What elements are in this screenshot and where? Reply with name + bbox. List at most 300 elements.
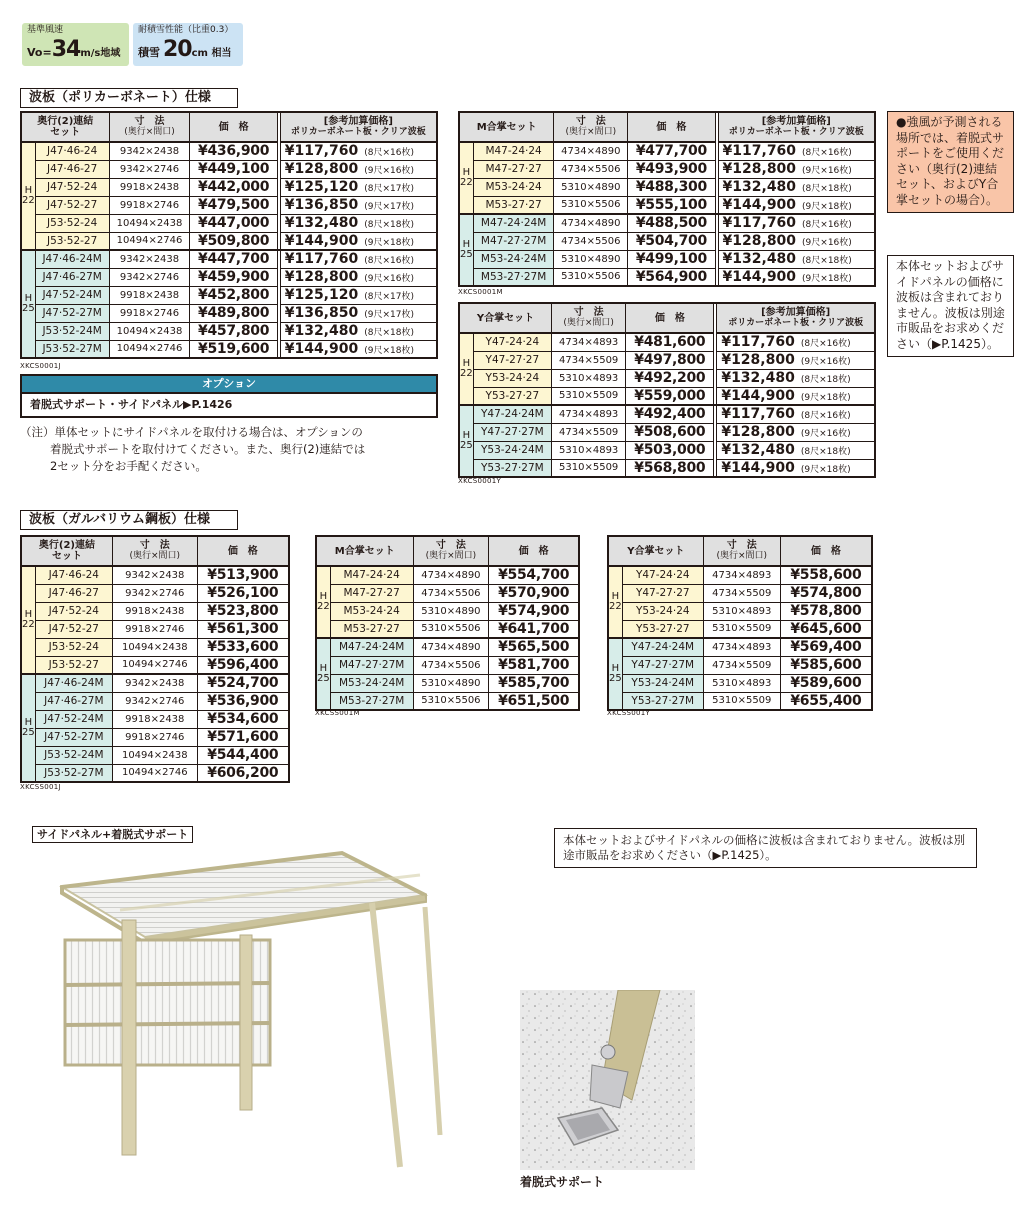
table-row <box>21 620 289 638</box>
model-code: J53·52-24M <box>35 322 109 340</box>
table-row <box>21 142 437 160</box>
table-row <box>608 566 872 584</box>
price: ¥488,300 <box>628 178 715 196</box>
table-row <box>459 214 875 232</box>
price-column-header: 価 格 <box>190 112 277 142</box>
model-code: J53·52-24M <box>35 746 112 764</box>
detachable-support-photo <box>520 990 695 1170</box>
height-group-label: H 22 <box>21 566 35 674</box>
option-link[interactable]: 着脱式サポート・サイドパネル▶P.1426 <box>30 398 233 411</box>
reference-price: ¥128,800 (9尺×16枚) <box>717 351 875 369</box>
option-box <box>20 374 438 418</box>
model-code: J47·52-27 <box>35 196 109 214</box>
dimension: 5310×4890 <box>554 178 628 196</box>
price: ¥655,400 <box>780 692 872 710</box>
price: ¥524,700 <box>197 674 289 692</box>
table-row <box>459 423 875 441</box>
galv-m-code: XKCSS001M <box>315 709 360 717</box>
table-row <box>459 232 875 250</box>
dimension: 4734×5509 <box>703 584 780 602</box>
model-code: J47·46-24 <box>35 142 109 160</box>
dimension: 4734×5506 <box>554 160 628 178</box>
price: ¥574,900 <box>489 602 579 620</box>
reference-price: ¥144,900 (9尺×18枚) <box>280 340 437 358</box>
model-code: J53·52-27M <box>35 340 109 358</box>
wind-speed-badge <box>22 23 129 66</box>
price: ¥513,900 <box>197 566 289 584</box>
price: ¥641,700 <box>489 620 579 638</box>
table-row <box>459 369 875 387</box>
reference-price: ¥117,760 (8尺×16枚) <box>718 214 875 232</box>
dimension: 9342×2746 <box>109 160 190 178</box>
dimension: 9342×2438 <box>109 142 190 160</box>
table-row <box>459 250 875 268</box>
table-row <box>21 746 289 764</box>
model-code: Y47-24·24M <box>473 405 551 423</box>
dimension: 4734×5506 <box>413 584 489 602</box>
dimension: 5310×4890 <box>413 602 489 620</box>
height-group-label: H 25 <box>21 674 35 782</box>
dimension: 9918×2438 <box>112 602 197 620</box>
table-row <box>608 638 872 656</box>
model-code: M47-24·24 <box>473 142 554 160</box>
reference-price: ¥128,800 (9尺×16枚) <box>280 160 437 178</box>
dimension: 9342×2746 <box>112 692 197 710</box>
dimension: 4734×4890 <box>554 142 628 160</box>
price: ¥436,900 <box>190 142 277 160</box>
table-row <box>21 728 289 746</box>
price: ¥447,000 <box>190 214 277 232</box>
price: ¥571,600 <box>197 728 289 746</box>
price-column-header: 価 格 <box>197 536 289 566</box>
price-column-header: 価 格 <box>780 536 872 566</box>
model-code: M53-24·24M <box>330 674 413 692</box>
dimension-column-header: 寸 法 (奥行×間口) <box>703 536 780 566</box>
reference-price: ¥128,800 (9尺×16枚) <box>718 232 875 250</box>
model-code: J53·52-27 <box>35 656 112 674</box>
price: ¥508,600 <box>626 423 714 441</box>
height-group-label: H 25 <box>608 638 622 710</box>
price-column-header: 価 格 <box>626 303 714 333</box>
model-code: Y47-24·24 <box>473 333 551 351</box>
dimension: 5310×4893 <box>552 441 626 459</box>
reference-price: ¥132,480 (8尺×18枚) <box>280 322 437 340</box>
dimension: 9342×2746 <box>112 584 197 602</box>
model-code: J47·46-27 <box>35 584 112 602</box>
model-code: M53-27·27M <box>330 692 413 710</box>
price: ¥499,100 <box>628 250 715 268</box>
reference-price: ¥144,900 (9尺×18枚) <box>718 196 875 214</box>
price: ¥477,700 <box>628 142 715 160</box>
price: ¥559,000 <box>626 387 714 405</box>
set-column-header: Y合掌セット <box>608 536 703 566</box>
table-row <box>316 656 579 674</box>
dimension: 10494×2438 <box>109 322 190 340</box>
dimension: 4734×5509 <box>552 423 626 441</box>
dimension: 5310×4890 <box>413 674 489 692</box>
model-code: M53-27·27 <box>330 620 413 638</box>
price: ¥457,800 <box>190 322 277 340</box>
price: ¥519,600 <box>190 340 277 358</box>
table-row <box>21 566 289 584</box>
table-row <box>459 160 875 178</box>
wind-speed-label: 基準風速 <box>27 25 64 35</box>
model-code: J53·52-27M <box>35 764 112 782</box>
height-group-label: H 22 <box>316 566 330 638</box>
reference-price: ¥117,760 (8尺×16枚) <box>280 250 437 268</box>
table-row <box>459 178 875 196</box>
dimension: 10494×2746 <box>109 340 190 358</box>
table-row <box>21 692 289 710</box>
reference-price: ¥132,480 (8尺×18枚) <box>717 369 875 387</box>
table-row <box>21 602 289 620</box>
price: ¥568,800 <box>626 459 714 477</box>
model-code: M47-27·27 <box>473 160 554 178</box>
model-code: Y53-27·27M <box>473 459 551 477</box>
table-row <box>21 286 437 304</box>
height-group-label: H 25 <box>459 214 473 286</box>
table-row <box>316 674 579 692</box>
model-code: J47·52-24 <box>35 602 112 620</box>
dimension: 4734×4893 <box>552 333 626 351</box>
price: ¥651,500 <box>489 692 579 710</box>
price: ¥569,400 <box>780 638 872 656</box>
dimension: 9918×2746 <box>112 620 197 638</box>
price: ¥558,600 <box>780 566 872 584</box>
dimension-column-header: 寸 法 (奥行×間口) <box>552 303 626 333</box>
model-code: Y47-27·27 <box>622 584 703 602</box>
table-row <box>316 638 579 656</box>
price: ¥578,800 <box>780 602 872 620</box>
dimension: 9342×2438 <box>109 250 190 268</box>
reference-price: ¥128,800 (9尺×16枚) <box>717 423 875 441</box>
snow-value: 20 <box>163 37 192 62</box>
dimension: 10494×2746 <box>112 764 197 782</box>
table-row <box>459 441 875 459</box>
reference-price: ¥144,900 (9尺×18枚) <box>280 232 437 250</box>
price: ¥585,700 <box>489 674 579 692</box>
set-column-header: M合掌セット <box>316 536 413 566</box>
model-code: M53-27·27M <box>473 268 554 286</box>
dimension-column-header: 寸 法 (奥行×間口) <box>109 112 190 142</box>
table-row <box>316 602 579 620</box>
galv-j-table <box>20 535 290 783</box>
model-code: Y53-24·24 <box>473 369 551 387</box>
height-group-label: H 25 <box>459 405 473 477</box>
model-code: Y47-24·24 <box>622 566 703 584</box>
model-code: Y53-24·24M <box>473 441 551 459</box>
model-code: Y47-27·27 <box>473 351 551 369</box>
price: ¥544,400 <box>197 746 289 764</box>
carport-image <box>40 845 500 1185</box>
table-row <box>21 764 289 782</box>
dimension: 5310×4893 <box>703 674 780 692</box>
poly-y-table <box>458 302 876 478</box>
dimension: 4734×4890 <box>413 566 489 584</box>
strong-wind-warning: ●強風が予測される場所では、着脱式サポートをご使用ください（奥行(2)連結セット、およびY合掌セットの場合）。 <box>887 111 1014 213</box>
table-row <box>21 584 289 602</box>
model-code: J47·52-24M <box>35 286 109 304</box>
model-code: Y53-27·27 <box>473 387 551 405</box>
dimension-column-header: 寸 法 (奥行×間口) <box>112 536 197 566</box>
model-code: M53-27·27 <box>473 196 554 214</box>
snow-unit: cm 相当 <box>191 48 232 59</box>
price: ¥554,700 <box>489 566 579 584</box>
model-code: M53-24·24M <box>473 250 554 268</box>
table-row <box>459 196 875 214</box>
note-line-3: 2セット分をお手配ください。 <box>50 459 207 473</box>
reference-price: ¥125,120 (8尺×17枚) <box>280 286 437 304</box>
dimension: 9918×2438 <box>109 178 190 196</box>
galv-y-code: XKCSS001Y <box>607 709 651 717</box>
table-row <box>21 196 437 214</box>
table-row <box>21 250 437 268</box>
dimension: 10494×2438 <box>109 214 190 232</box>
price: ¥459,900 <box>190 268 277 286</box>
reference-price: ¥117,760 (8尺×16枚) <box>717 405 875 423</box>
reference-price: ¥132,480 (8尺×18枚) <box>718 250 875 268</box>
price: ¥574,800 <box>780 584 872 602</box>
model-code: Y47-24·24M <box>622 638 703 656</box>
dimension: 4734×4893 <box>703 566 780 584</box>
price: ¥534,600 <box>197 710 289 728</box>
dimension: 4734×4890 <box>554 214 628 232</box>
set-column-header: M合掌セット <box>459 112 554 142</box>
model-code: M47-27·27 <box>330 584 413 602</box>
table-row <box>316 584 579 602</box>
wind-value: 34 <box>51 37 81 62</box>
note-line-1: （注）単体セットにサイドパネルを取付ける場合は、オプションの <box>20 425 363 439</box>
galv-y-table <box>607 535 873 711</box>
height-group-label: H 25 <box>21 250 35 358</box>
table-row <box>21 232 437 250</box>
table-row <box>608 692 872 710</box>
galv-m-table <box>315 535 580 711</box>
model-code: M53-24·24 <box>330 602 413 620</box>
table-row <box>459 351 875 369</box>
poly-m-code: XKCS0001M <box>458 288 503 296</box>
price: ¥442,000 <box>190 178 277 196</box>
dimension: 10494×2746 <box>109 232 190 250</box>
dimension: 9918×2746 <box>109 304 190 322</box>
price: ¥561,300 <box>197 620 289 638</box>
table-row <box>459 387 875 405</box>
dimension: 9342×2438 <box>112 674 197 692</box>
reference-price: ¥117,760 (8尺×16枚) <box>717 333 875 351</box>
model-code: J47·46-27M <box>35 268 109 286</box>
reference-price-column-header: [参考加算価格] ポリカーボネート板・クリア波板 <box>280 112 437 142</box>
model-code: J53·52-24 <box>35 214 109 232</box>
model-code: M47-24·24M <box>473 214 554 232</box>
dimension: 10494×2438 <box>112 746 197 764</box>
model-code: Y53-27·27M <box>622 692 703 710</box>
model-code: J47·46-24M <box>35 250 109 268</box>
model-code: J47·52-24M <box>35 710 112 728</box>
height-group-label: H 22 <box>608 566 622 638</box>
dimension: 5310×4890 <box>554 250 628 268</box>
table-row <box>608 602 872 620</box>
dimension: 5310×5506 <box>413 692 489 710</box>
model-code: Y47-27·27M <box>473 423 551 441</box>
dimension: 9918×2746 <box>112 728 197 746</box>
price: ¥581,700 <box>489 656 579 674</box>
dimension-column-header: 寸 法 (奥行×間口) <box>413 536 489 566</box>
price: ¥447,700 <box>190 250 277 268</box>
price: ¥449,100 <box>190 160 277 178</box>
model-code: J47·52-27M <box>35 728 112 746</box>
poly-y-code: XKCS0001Y <box>458 477 502 485</box>
poly-m-table <box>458 111 876 287</box>
reference-price-column-header: [参考加算価格] ポリカーボネート板・クリア波板 <box>717 303 875 333</box>
height-group-label: H 22 <box>459 333 473 405</box>
height-group-label: H 22 <box>21 142 35 250</box>
table-row <box>21 322 437 340</box>
poly-section-title: 波板（ポリカーボネート）仕様 <box>20 88 238 108</box>
model-code: M47-27·27M <box>330 656 413 674</box>
model-code: M47-24·24 <box>330 566 413 584</box>
model-code: Y47-27·27M <box>622 656 703 674</box>
price: ¥492,200 <box>626 369 714 387</box>
dimension: 9342×2438 <box>112 566 197 584</box>
model-code: J47·46-27 <box>35 160 109 178</box>
dimension: 10494×2746 <box>112 656 197 674</box>
dimension: 10494×2438 <box>112 638 197 656</box>
table-row <box>608 584 872 602</box>
price: ¥570,900 <box>489 584 579 602</box>
reference-price: ¥144,900 (9尺×18枚) <box>717 459 875 477</box>
dimension: 4734×5506 <box>413 656 489 674</box>
table-row <box>21 340 437 358</box>
table-row <box>21 160 437 178</box>
dimension: 5310×5509 <box>703 620 780 638</box>
price: ¥645,600 <box>780 620 872 638</box>
model-code: J47·52-24 <box>35 178 109 196</box>
reference-price: ¥132,480 (8尺×18枚) <box>718 178 875 196</box>
poly-j-table <box>20 111 438 359</box>
price: ¥555,100 <box>628 196 715 214</box>
model-code: J53·52-27 <box>35 232 109 250</box>
detachable-support-caption: 着脱式サポート <box>520 1175 605 1189</box>
model-code: J47·46-27M <box>35 692 112 710</box>
reference-price: ¥117,760 (8尺×16枚) <box>718 142 875 160</box>
price: ¥564,900 <box>628 268 715 286</box>
dimension-column-header: 寸 法 (奥行×間口) <box>554 112 628 142</box>
model-code: J53·52-24 <box>35 638 112 656</box>
model-code: Y53-24·24M <box>622 674 703 692</box>
dimension: 4734×4893 <box>552 405 626 423</box>
dimension: 4734×4890 <box>413 638 489 656</box>
reference-price: ¥132,480 (8尺×18枚) <box>280 214 437 232</box>
price: ¥452,800 <box>190 286 277 304</box>
table-row <box>21 178 437 196</box>
dimension: 9918×2438 <box>112 710 197 728</box>
price: ¥497,800 <box>626 351 714 369</box>
model-code: J47·52-27M <box>35 304 109 322</box>
bottom-info-note: 本体セットおよびサイドパネルの価格に波板は含まれておりません。波板は別途市販品をお求めください（▶P.1425）。 <box>554 828 977 868</box>
wind-prefix: Vo= <box>27 46 52 59</box>
table-row <box>316 566 579 584</box>
option-note <box>20 424 440 475</box>
set-column-header: 奥行(2)連結 セット <box>21 536 112 566</box>
reference-price-column-header: [参考加算価格] ポリカーボネート板・クリア波板 <box>718 112 875 142</box>
table-row <box>459 405 875 423</box>
table-row <box>21 656 289 674</box>
reference-price: ¥136,850 (9尺×17枚) <box>280 304 437 322</box>
reference-price: ¥132,480 (8尺×18枚) <box>717 441 875 459</box>
table-row <box>21 214 437 232</box>
price: ¥489,800 <box>190 304 277 322</box>
model-code: M47-27·27M <box>473 232 554 250</box>
panel-not-included-note: 本体セットおよびサイドパネルの価格に波板は含まれておりません。波板は別途市販品をお求めください（▶P.1425）。 <box>887 255 1014 357</box>
table-row <box>21 638 289 656</box>
table-row <box>608 656 872 674</box>
poly-j-code: XKCS0001J <box>20 362 61 370</box>
price: ¥503,000 <box>626 441 714 459</box>
option-header: オプション <box>22 376 436 394</box>
snow-load-label: 耐積雪性能（比重0.3） <box>138 25 234 35</box>
price: ¥493,900 <box>628 160 715 178</box>
price: ¥565,500 <box>489 638 579 656</box>
reference-price: ¥128,800 (9尺×16枚) <box>718 160 875 178</box>
price: ¥523,800 <box>197 602 289 620</box>
dimension: 5310×5506 <box>554 268 628 286</box>
price: ¥479,500 <box>190 196 277 214</box>
price-column-header: 価 格 <box>489 536 579 566</box>
carport-photo-label: サイドパネル+着脱式サポート <box>32 826 193 843</box>
reference-price: ¥144,900 (9尺×18枚) <box>717 387 875 405</box>
dimension: 5310×5506 <box>413 620 489 638</box>
price: ¥536,900 <box>197 692 289 710</box>
price: ¥596,400 <box>197 656 289 674</box>
snow-prefix: 積雪 <box>138 46 160 59</box>
table-row <box>459 459 875 477</box>
wind-unit: m/s地域 <box>80 48 121 59</box>
model-code: Y53-27·27 <box>622 620 703 638</box>
snow-load-badge <box>133 23 243 66</box>
table-row <box>316 620 579 638</box>
price: ¥533,600 <box>197 638 289 656</box>
price: ¥504,700 <box>628 232 715 250</box>
model-code: Y53-24·24 <box>622 602 703 620</box>
price: ¥509,800 <box>190 232 277 250</box>
dimension: 4734×5506 <box>554 232 628 250</box>
dimension: 4734×5509 <box>703 656 780 674</box>
dimension: 4734×5509 <box>552 351 626 369</box>
reference-price: ¥144,900 (9尺×18枚) <box>718 268 875 286</box>
model-code: J47·46-24 <box>35 566 112 584</box>
dimension: 5310×4893 <box>552 369 626 387</box>
price: ¥481,600 <box>626 333 714 351</box>
dimension: 5310×5506 <box>554 196 628 214</box>
dimension: 4734×4893 <box>703 638 780 656</box>
dimension: 9342×2746 <box>109 268 190 286</box>
set-column-header: Y合掌セット <box>459 303 552 333</box>
reference-price: ¥128,800 (9尺×16枚) <box>280 268 437 286</box>
dimension: 5310×5509 <box>552 387 626 405</box>
price: ¥492,400 <box>626 405 714 423</box>
model-code: M47-24·24M <box>330 638 413 656</box>
reference-price: ¥125,120 (8尺×17枚) <box>280 178 437 196</box>
table-row <box>21 304 437 322</box>
dimension: 5310×5509 <box>552 459 626 477</box>
table-row <box>21 268 437 286</box>
table-row <box>21 710 289 728</box>
model-code: M53-24·24 <box>473 178 554 196</box>
price: ¥488,500 <box>628 214 715 232</box>
galv-section-title: 波板（ガルバリウム鋼板）仕様 <box>20 510 238 530</box>
price: ¥589,600 <box>780 674 872 692</box>
price: ¥585,600 <box>780 656 872 674</box>
